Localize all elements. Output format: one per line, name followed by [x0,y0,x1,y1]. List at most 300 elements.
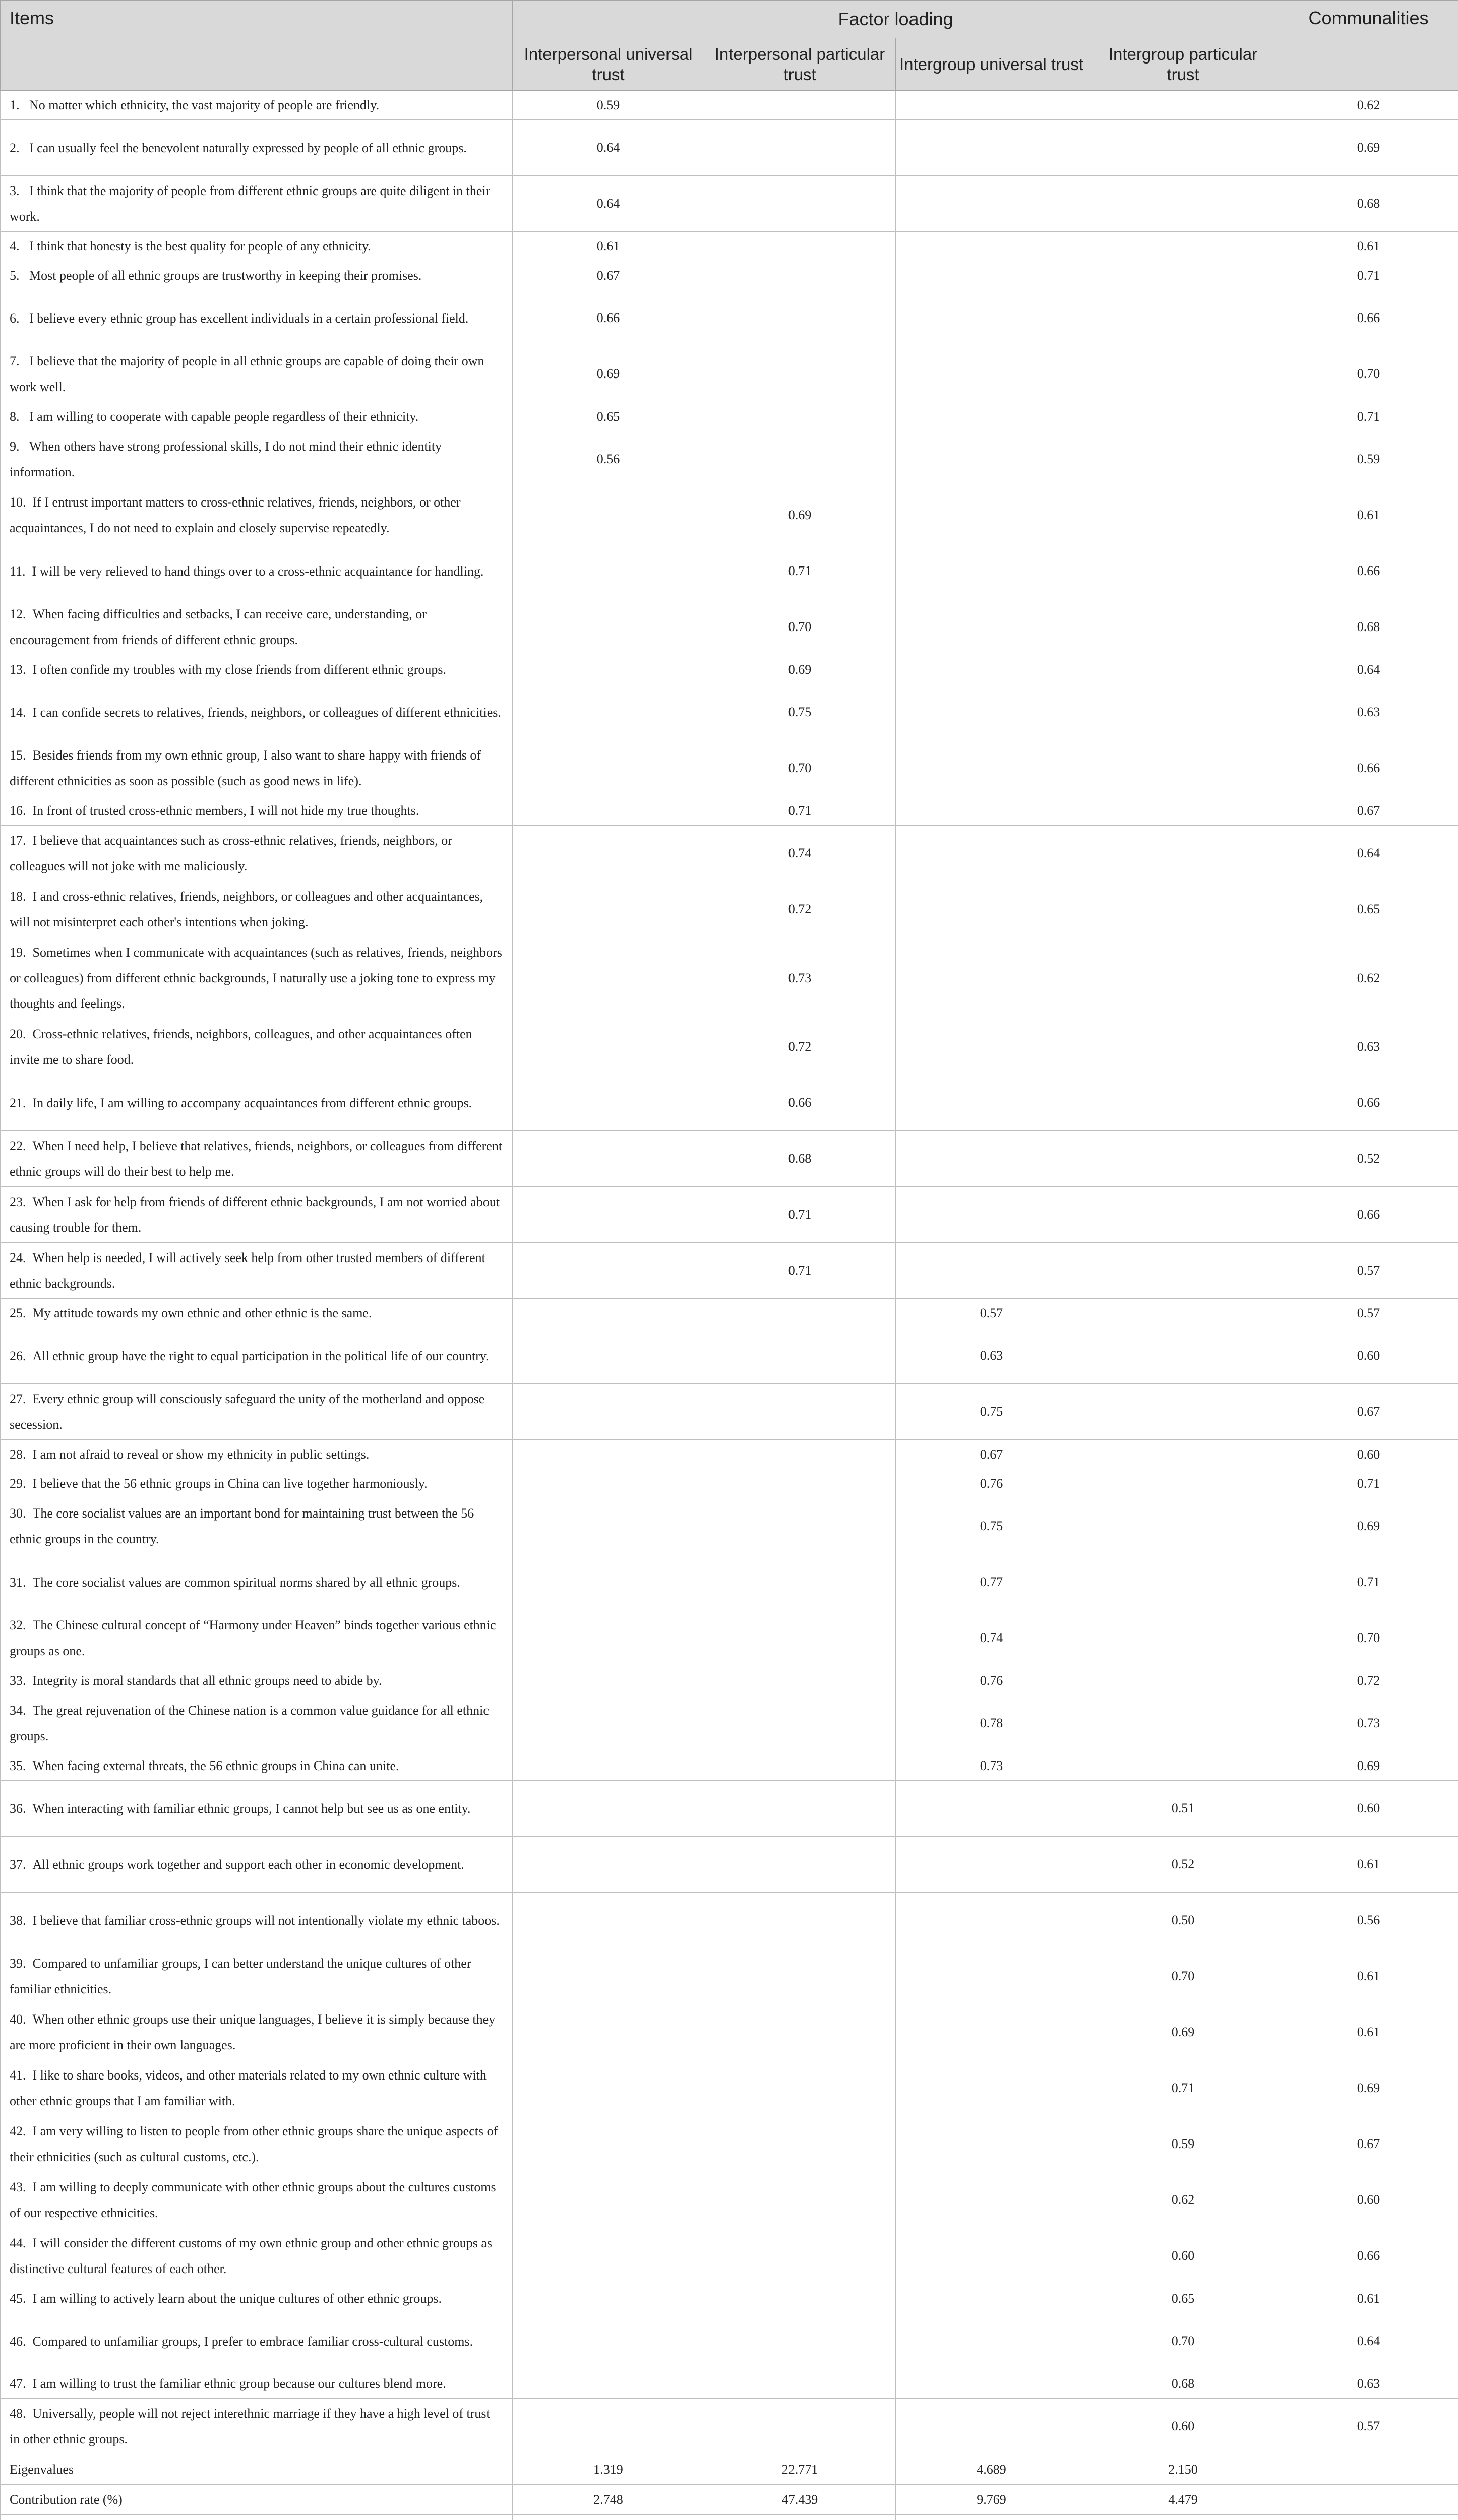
loading-cell [1087,487,1279,543]
loading-cell [1087,1469,1279,1498]
summary-value: 22.771 [704,2454,896,2485]
loading-cell [704,1299,896,1328]
loading-cell [896,1075,1087,1131]
loading-cell: 0.68 [704,1131,896,1187]
loading-cell [513,2060,704,2116]
communality-cell: 0.67 [1279,2116,1458,2172]
loading-cell [513,1948,704,2004]
loading-cell [896,402,1087,431]
loading-cell [513,2313,704,2369]
item-text: 28. I am not afraid to reveal or show my ethnicity in public settings. [1,1440,513,1469]
item-text: 26. All ethnic group have the right to equal participation in the political life of our country. [1,1328,513,1384]
loading-cell: 0.59 [1087,2116,1279,2172]
table-row [1,937,1458,1019]
communality-cell: 0.71 [1279,1554,1458,1610]
loading-cell [896,2060,1087,2116]
item-text: 29. I believe that the 56 ethnic groups in China can live together harmoniously. [1,1469,513,1498]
loading-cell [513,1781,704,1837]
loading-cell [896,2116,1087,2172]
communality-cell: 0.66 [1279,543,1458,599]
communality-cell: 0.62 [1279,937,1458,1019]
table-row [1,232,1458,261]
item-text: 13. I often confide my troubles with my close friends from different ethnic groups. [1,655,513,684]
table-row [1,91,1458,120]
loading-cell [513,796,704,826]
summary-value: 4.689 [896,2454,1087,2485]
communality-cell: 0.61 [1279,487,1458,543]
loading-cell [896,2004,1087,2060]
loading-cell [513,1837,704,1893]
loading-cell [704,1610,896,1666]
summary-value: 9.769 [896,2485,1087,2515]
item-text: 21. In daily life, I am willing to accompany acquaintances from different ethnic groups. [1,1075,513,1131]
loading-cell [1087,176,1279,232]
loading-cell [513,1469,704,1498]
item-text: 47. I am willing to trust the familiar ethnic group because our cultures blend more. [1,2369,513,2399]
communality-cell: 0.57 [1279,2399,1458,2454]
item-text: 40. When other ethnic groups use their unique languages, I believe it is simply because they are more proficient in their own languages. [1,2004,513,2060]
loading-cell: 0.77 [896,1554,1087,1610]
loading-cell: 0.75 [704,684,896,740]
table-row [1,431,1458,487]
table-row [1,346,1458,402]
communality-cell: 0.67 [1279,1384,1458,1440]
table-row [1,740,1458,796]
loading-cell [704,1837,896,1893]
table-row [1,2399,1458,2454]
table-row [1,1948,1458,2004]
loading-cell [513,1243,704,1299]
loading-cell [896,1131,1087,1187]
communality-cell: 0.66 [1279,2228,1458,2284]
loading-cell [704,1469,896,1498]
loading-cell: 0.73 [704,937,896,1019]
loading-cell: 0.67 [896,1440,1087,1469]
loading-cell: 0.71 [704,1243,896,1299]
table-row [1,1131,1458,1187]
item-text: 5. Most people of all ethnic groups are trustworthy in keeping their promises. [1,261,513,290]
loading-cell: 0.69 [1087,2004,1279,2060]
loading-cell [513,1440,704,1469]
loading-cell [896,796,1087,826]
summary-value: 4.479 [1087,2485,1279,2515]
loading-cell [704,2116,896,2172]
communality-cell: 0.66 [1279,740,1458,796]
loading-cell: 0.64 [513,176,704,232]
item-text: 35. When facing external threats, the 56 ethnic groups in China can unite. [1,1751,513,1781]
item-text: 18. I and cross-ethnic relatives, friends, neighbors, or colleagues and other acquaintances, will not misinterpret each other's intentions when joking. [1,881,513,937]
communality-cell: 0.63 [1279,1019,1458,1075]
communality-cell: 0.68 [1279,599,1458,655]
loading-cell: 0.50 [1087,1893,1279,1948]
loading-cell [896,1837,1087,1893]
table-row [1,826,1458,881]
loading-cell [513,1384,704,1440]
communality-cell: 0.69 [1279,2060,1458,2116]
loading-cell [896,2313,1087,2369]
item-text: 27. Every ethnic group will consciously safeguard the unity of the motherland and oppose secession. [1,1384,513,1440]
communality-cell: 0.61 [1279,1837,1458,1893]
table-row [1,2284,1458,2313]
loading-cell [513,1498,704,1554]
loading-cell [513,2399,704,2454]
loading-cell [1087,261,1279,290]
item-text: 39. Compared to unfamiliar groups, I can better understand the unique cultures of other familiar ethnicities. [1,1948,513,2004]
communality-cell: 0.60 [1279,1781,1458,1837]
loading-cell [513,1893,704,1948]
loading-cell: 0.70 [1087,1948,1279,2004]
loading-cell: 0.62 [1087,2172,1279,2228]
communality-cell: 0.61 [1279,232,1458,261]
summary-row [1,2515,1458,2520]
communality-cell: 0.70 [1279,346,1458,402]
loading-cell: 0.64 [513,120,704,176]
loading-cell [704,2369,896,2399]
communality-cell: 0.71 [1279,402,1458,431]
loading-cell: 0.76 [896,1666,1087,1695]
loading-cell [896,261,1087,290]
item-text: 37. All ethnic groups work together and support each other in economic development. [1,1837,513,1893]
loading-cell [704,1328,896,1384]
loading-cell: 0.74 [704,826,896,881]
loading-cell: 0.70 [704,599,896,655]
loading-cell: 0.66 [513,290,704,346]
loading-cell [896,176,1087,232]
loading-cell [513,487,704,543]
communality-cell: 0.66 [1279,290,1458,346]
loading-cell [896,1893,1087,1948]
loading-cell [704,91,896,120]
loading-cell [896,1948,1087,2004]
loading-cell [896,826,1087,881]
table-row [1,1187,1458,1243]
communality-cell: 0.60 [1279,2172,1458,2228]
table-row [1,1299,1458,1328]
item-text: 48. Universally, people will not reject interethnic marriage if they have a high level of trust in other ethnic groups. [1,2399,513,2454]
loading-cell [704,2399,896,2454]
loading-cell [513,1751,704,1781]
communality-cell: 0.61 [1279,2284,1458,2313]
loading-cell: 0.73 [896,1751,1087,1781]
item-text: 8. I am willing to cooperate with capable people regardless of their ethnicity. [1,402,513,431]
table-row [1,1384,1458,1440]
loading-cell [1087,1131,1279,1187]
loading-cell: 0.70 [1087,2313,1279,2369]
table-row [1,2116,1458,2172]
summary-value [704,2515,896,2520]
communality-cell: 0.64 [1279,655,1458,684]
loading-cell [1087,881,1279,937]
item-text: 4. I think that honesty is the best quality for people of any ethnicity. [1,232,513,261]
summary-value [513,2515,704,2520]
loading-cell [513,2228,704,2284]
item-text: 32. The Chinese cultural concept of “Harmony under Heaven” binds together various ethnic groups as one. [1,1610,513,1666]
loading-cell: 0.75 [896,1384,1087,1440]
factor-header-intergroup-particular: Intergroup particular trust [1087,38,1279,91]
loading-cell [1087,346,1279,402]
table-row [1,2172,1458,2228]
item-text: 46. Compared to unfamiliar groups, I prefer to embrace familiar cross-cultural customs. [1,2313,513,2369]
loading-cell [704,431,896,487]
loading-cell [1087,740,1279,796]
loading-cell [513,1299,704,1328]
loading-cell [896,740,1087,796]
loading-cell [1087,1440,1279,1469]
loading-cell [1087,796,1279,826]
communality-cell: 0.64 [1279,2313,1458,2369]
communality-cell: 0.66 [1279,1187,1458,1243]
loading-cell [1087,1328,1279,1384]
loading-cell [513,599,704,655]
loading-cell: 0.60 [1087,2399,1279,2454]
loading-cell [896,1019,1087,1075]
loading-cell [1087,91,1279,120]
loading-cell: 0.69 [704,655,896,684]
item-text: 16. In front of trusted cross-ethnic members, I will not hide my true thoughts. [1,796,513,826]
communality-cell: 0.69 [1279,120,1458,176]
table-row [1,487,1458,543]
communality-cell: 0.68 [1279,176,1458,232]
communality-cell: 0.63 [1279,2369,1458,2399]
table-row [1,2004,1458,2060]
loading-cell: 0.68 [1087,2369,1279,2399]
loading-cell [704,2172,896,2228]
item-text: 11. I will be very relieved to hand things over to a cross-ethnic acquaintance for handling. [1,543,513,599]
table-body [1,91,1458,2520]
table-row [1,1666,1458,1695]
loading-cell [896,543,1087,599]
table-row [1,290,1458,346]
loading-cell [1087,1695,1279,1751]
loading-cell [896,655,1087,684]
loading-cell [896,91,1087,120]
factor-header-intergroup-universal: Intergroup universal trust [896,38,1087,91]
communality-cell: 0.69 [1279,1498,1458,1554]
item-text: 2. I can usually feel the benevolent naturally expressed by people of all ethnic groups. [1,120,513,176]
table-row [1,1469,1458,1498]
loading-cell [704,176,896,232]
loading-cell [513,2284,704,2313]
table-row [1,1554,1458,1610]
loading-cell [1087,1610,1279,1666]
loading-cell: 0.52 [1087,1837,1279,1893]
loading-cell: 0.71 [1087,2060,1279,2116]
item-text: 24. When help is needed, I will actively seek help from other trusted members of different ethnic backgrounds. [1,1243,513,1299]
loading-cell [896,346,1087,402]
communality-cell: 0.71 [1279,1469,1458,1498]
table-row [1,2228,1458,2284]
table-row [1,684,1458,740]
loading-cell [896,2369,1087,2399]
loading-cell: 0.69 [513,346,704,402]
loading-cell [896,431,1087,487]
item-text: 42. I am very willing to listen to people from other ethnic groups share the unique aspects of their ethnicities (such as cultural customs, etc.). [1,2116,513,2172]
item-text: 10. If I entrust important matters to cross-ethnic relatives, friends, neighbors, or other acquaintances, I do not need to explain and closely supervise repeatedly. [1,487,513,543]
communality-cell: 0.73 [1279,1695,1458,1751]
loading-cell: 0.51 [1087,1781,1279,1837]
table-row [1,599,1458,655]
loading-cell [896,487,1087,543]
loading-cell [896,937,1087,1019]
table-header [1,1,1458,91]
table-row [1,1837,1458,1893]
communality-cell: 0.61 [1279,2004,1458,2060]
table-row [1,402,1458,431]
loading-cell [1087,232,1279,261]
item-text: 45. I am willing to actively learn about the unique cultures of other ethnic groups. [1,2284,513,2313]
factor-header-interpersonal-universal: Interpersonal universal trust [513,38,704,91]
summary-label: Contribution rate (%) [1,2485,513,2515]
loading-cell: 0.60 [1087,2228,1279,2284]
communality-cell: 0.52 [1279,1131,1458,1187]
loading-cell [1087,1498,1279,1554]
item-text: 38. I believe that familiar cross-ethnic groups will not intentionally violate my ethnic taboos. [1,1893,513,1948]
summary-value [896,2515,1087,2520]
communality-cell: 0.61 [1279,1948,1458,2004]
summary-value [1279,2485,1458,2515]
item-text: 3. I think that the majority of people from different ethnic groups are quite diligent in their work. [1,176,513,232]
table-row [1,881,1458,937]
item-text: 15. Besides friends from my own ethnic group, I also want to share happy with friends of different ethnicities as soon as possible (such as good news in life). [1,740,513,796]
loading-cell [704,1695,896,1751]
loading-cell [1087,684,1279,740]
table-row [1,1328,1458,1384]
loading-cell [513,1019,704,1075]
factor-header-interpersonal-particular: Interpersonal particular trust [704,38,896,91]
loading-cell [513,2116,704,2172]
loading-cell [1087,402,1279,431]
communality-cell: 0.64 [1279,826,1458,881]
loading-cell [513,2369,704,2399]
table-row [1,1075,1458,1131]
loading-cell [1087,1384,1279,1440]
loading-cell [513,543,704,599]
loading-cell [513,881,704,937]
summary-label [1,2515,513,2520]
loading-cell [513,1554,704,1610]
loading-cell [896,290,1087,346]
item-text: 33. Integrity is moral standards that all ethnic groups need to abide by. [1,1666,513,1695]
loading-cell [1087,431,1279,487]
loading-cell [896,881,1087,937]
loading-cell: 0.78 [896,1695,1087,1751]
loading-cell: 0.71 [704,543,896,599]
communality-cell: 0.63 [1279,684,1458,740]
loading-cell: 0.66 [704,1075,896,1131]
loading-cell: 0.75 [896,1498,1087,1554]
table-row [1,1243,1458,1299]
loading-cell [513,1666,704,1695]
communality-cell: 0.59 [1279,431,1458,487]
loading-cell [513,1075,704,1131]
loading-cell [1087,120,1279,176]
item-text: 22. When I need help, I believe that relatives, friends, neighbors, or colleagues from different ethnic groups will do their best to help me. [1,1131,513,1187]
loading-cell [704,290,896,346]
loading-cell: 0.57 [896,1299,1087,1328]
loading-cell: 0.76 [896,1469,1087,1498]
loading-cell [704,120,896,176]
summary-row [1,2454,1458,2485]
loading-cell [1087,937,1279,1019]
loading-cell [1087,599,1279,655]
loading-cell [896,2228,1087,2284]
item-text: 44. I will consider the different customs of my own ethnic group and other ethnic groups as distinctive cultural features of each other. [1,2228,513,2284]
loading-cell [896,684,1087,740]
loading-cell [896,1781,1087,1837]
table-row [1,1019,1458,1075]
table-row [1,1751,1458,1781]
communality-cell: 0.57 [1279,1243,1458,1299]
loading-cell: 0.69 [704,487,896,543]
loading-cell [513,1187,704,1243]
loading-cell [704,1498,896,1554]
loading-cell [513,1328,704,1384]
table-row [1,261,1458,290]
item-text: 43. I am willing to deeply communicate with other ethnic groups about the cultures customs of our respective ethnicities. [1,2172,513,2228]
summary-value [1087,2515,1279,2520]
communality-cell: 0.60 [1279,1328,1458,1384]
loading-cell [704,1666,896,1695]
loading-cell [704,2004,896,2060]
communality-cell: 0.66 [1279,1075,1458,1131]
loading-cell [896,2399,1087,2454]
loading-cell: 0.65 [513,402,704,431]
item-text: 41. I like to share books, videos, and other materials related to my own ethnic culture with other ethnic groups that I am familiar with. [1,2060,513,2116]
item-text: 7. I believe that the majority of people in all ethnic groups are capable of doing their own work well. [1,346,513,402]
loading-cell [704,346,896,402]
communality-cell: 0.60 [1279,1440,1458,1469]
loading-cell [1087,826,1279,881]
loading-cell [896,120,1087,176]
loading-cell [704,2313,896,2369]
loading-cell [513,655,704,684]
table-row [1,1610,1458,1666]
item-text: 34. The great rejuvenation of the Chinese nation is a common value guidance for all ethnic groups. [1,1695,513,1751]
item-text: 19. Sometimes when I communicate with acquaintances (such as relatives, friends, neighbors or colleagues) from different ethnic backgrounds, I naturally use a joking tone to express my thoughts and feelings. [1,937,513,1019]
communalities-header: Communalities [1279,1,1458,91]
item-text: 17. I believe that acquaintances such as cross-ethnic relatives, friends, neighbors, or colleagues will not joke with me maliciously. [1,826,513,881]
item-text: 20. Cross-ethnic relatives, friends, neighbors, colleagues, and other acquaintances often invite me to share food. [1,1019,513,1075]
loading-cell: 0.71 [704,1187,896,1243]
loading-cell [704,2060,896,2116]
loading-cell [513,2172,704,2228]
loading-cell [704,232,896,261]
loading-cell [513,740,704,796]
communality-cell: 0.71 [1279,261,1458,290]
loading-cell [704,1948,896,2004]
summary-value [1279,2515,1458,2520]
item-text: 6. I believe every ethnic group has excellent individuals in a certain professional field. [1,290,513,346]
loading-cell [1087,1299,1279,1328]
table-row [1,543,1458,599]
communality-cell: 0.69 [1279,1751,1458,1781]
loading-cell [896,2284,1087,2313]
loading-cell [513,937,704,1019]
loading-cell [896,232,1087,261]
loading-cell [1087,1666,1279,1695]
loading-cell [704,261,896,290]
loading-cell: 0.71 [704,796,896,826]
loading-cell [896,1187,1087,1243]
loading-cell [513,1695,704,1751]
item-text: 36. When interacting with familiar ethnic groups, I cannot help but see us as one entity. [1,1781,513,1837]
table-row [1,796,1458,826]
table-row [1,1781,1458,1837]
loading-cell [704,1384,896,1440]
loading-cell [513,826,704,881]
table-row [1,1893,1458,1948]
table-row [1,1498,1458,1554]
